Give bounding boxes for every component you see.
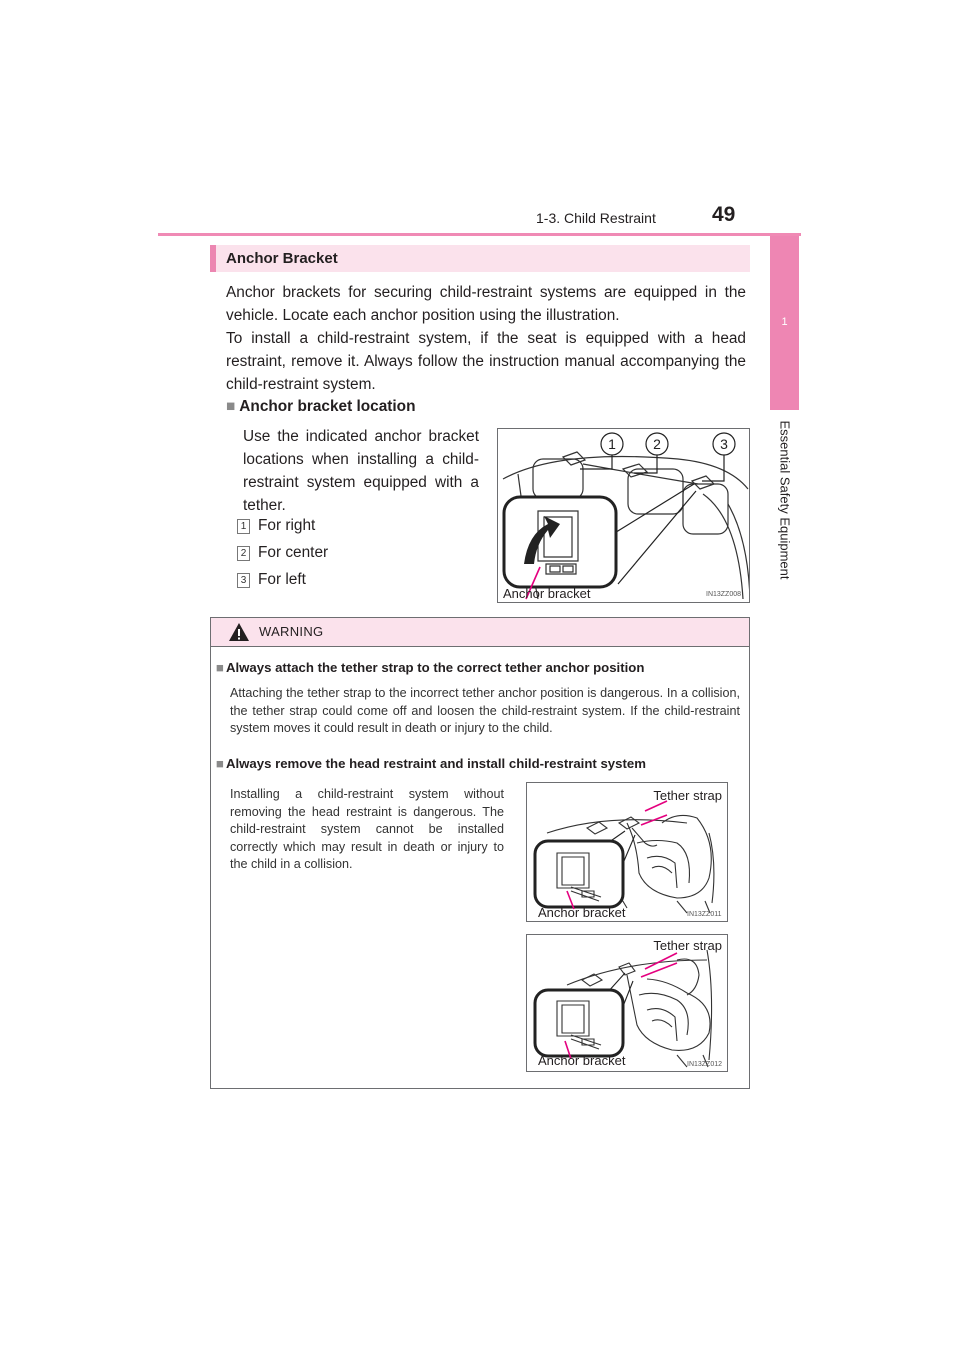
chapter-tab-number: 1: [781, 316, 788, 328]
section-heading-text: Anchor Bracket: [226, 250, 338, 267]
child-seat-illustration: [527, 935, 728, 1072]
warning-header: [211, 618, 749, 647]
callout-number: 3: [720, 436, 728, 452]
warning-subheading: [216, 660, 644, 675]
warning-triangle-icon: [228, 622, 250, 642]
figure-code: IN13ZZ011: [687, 911, 722, 918]
section-heading: [210, 245, 750, 272]
list-item: [237, 544, 328, 562]
warning-paragraph: Installing a child-restraint system without removing the head restraint is dangerous. The child-restraint system cannot be installed correctly which may result in death or injury to the child in a collision.: [230, 787, 504, 871]
page-number: 49: [712, 203, 736, 226]
list-item: [237, 517, 315, 535]
tether-strap-figure-2: [526, 934, 728, 1072]
tether-strap-label: Tether strap: [653, 938, 722, 953]
header-section-title: 1-3. Child Restraint: [536, 210, 656, 226]
location-paragraph: Use the indicated anchor bracket locations when installing a child-restraint system equipped with a tether.: [243, 428, 479, 514]
figure-code: IN13ZZ012: [687, 1061, 723, 1068]
figure-code: IN13ZZ008: [706, 591, 742, 598]
install-paragraph: To install a child-restraint system, if the seat is equipped with a head restraint, remove it. Always follow the instruction manual accompanying the child-restraint system.: [226, 330, 746, 393]
list-item-label: For right: [258, 517, 316, 534]
anchor-bracket-figure: [497, 428, 750, 603]
chapter-title: Essential Safety Equipment: [777, 420, 793, 580]
item-number-badge: 3: [237, 573, 250, 588]
square-bullet-icon: ■: [226, 398, 236, 415]
anchor-bracket-label: Anchor bracket: [538, 905, 626, 920]
callout-number: 2: [653, 436, 661, 452]
square-bullet-icon: ■: [216, 756, 224, 771]
subheading-text: Anchor bracket location: [239, 398, 416, 415]
warning-subheading-text: Always remove the head restraint and install child-restraint system: [225, 756, 646, 771]
warning-subheading: [216, 756, 646, 771]
list-item: [237, 571, 306, 589]
warning-paragraph: Attaching the tether strap to the incorrect tether anchor position is dangerous. In a collision, the tether strap could come off and loosen the child-restraint system. If the child-restraint system moves it could result in death or injury to the child.: [230, 686, 740, 735]
item-number-badge: 2: [237, 546, 250, 561]
warning-subheading-text: Always attach the tether strap to the correct tether anchor position: [225, 660, 645, 675]
list-item-label: For center: [258, 544, 329, 561]
anchor-bracket-label: Anchor bracket: [538, 1053, 626, 1068]
header-divider: [158, 233, 801, 236]
tether-strap-label: Tether strap: [653, 788, 722, 803]
rear-shelf-illustration: [498, 429, 750, 603]
subheading: [226, 398, 415, 416]
warning-title: WARNING: [259, 624, 324, 639]
list-item-label: For left: [258, 571, 306, 588]
child-seat-illustration: [527, 783, 728, 922]
chapter-tab: [770, 236, 799, 410]
square-bullet-icon: ■: [216, 660, 224, 675]
anchor-bracket-label: Anchor bracket: [503, 586, 591, 601]
intro-paragraph: Anchor brackets for securing child-restraint systems are equipped in the vehicle. Locate each anchor position using the illustration.: [226, 284, 746, 324]
item-number-badge: 1: [237, 519, 250, 534]
callout-number: 1: [608, 436, 616, 452]
tether-strap-figure-1: [526, 782, 728, 922]
